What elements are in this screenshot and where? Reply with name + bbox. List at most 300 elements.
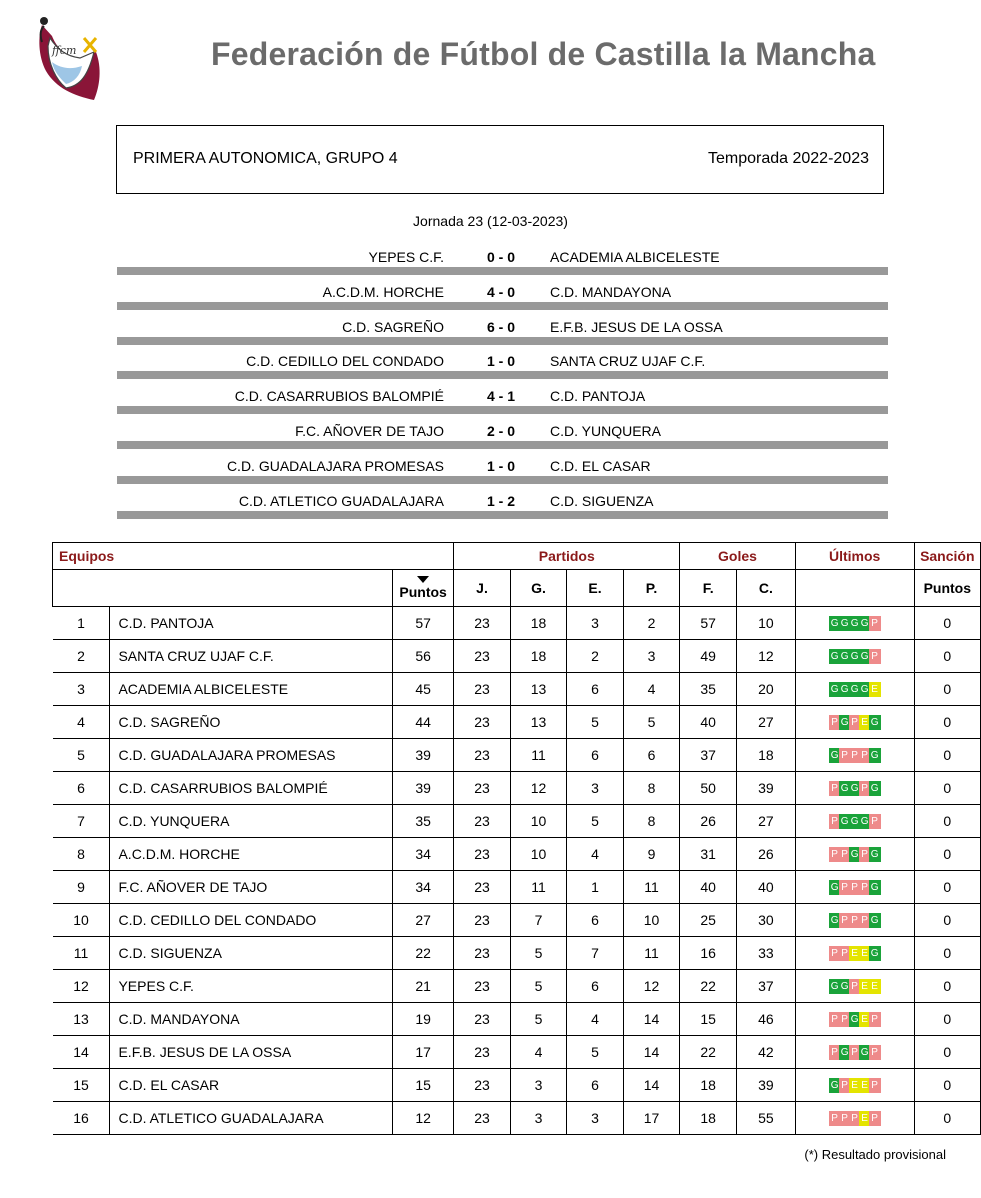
result-chip: G <box>839 616 851 631</box>
table-row <box>53 1069 981 1102</box>
home-team: C.D. ATLETICO GUADALAJARA <box>238 492 444 509</box>
result-chip: P <box>839 1012 851 1027</box>
team-name-cell[interactable]: C.D. GUADALAJARA PROMESAS <box>110 739 393 772</box>
sanction-cell: 0 <box>914 1069 980 1102</box>
stat-e-cell: 3 <box>567 772 623 805</box>
standings-table <box>52 542 981 1135</box>
sanction-cell: 0 <box>914 772 980 805</box>
stat-c-cell: 46 <box>737 1003 796 1036</box>
match-row <box>117 485 888 519</box>
stat-f-cell: 22 <box>680 1036 737 1069</box>
table-row <box>53 937 981 970</box>
col-f-header: F. <box>680 570 737 607</box>
result-chip: G <box>839 649 851 664</box>
result-chip: E <box>849 1078 861 1093</box>
team-name-cell[interactable]: C.D. MANDAYONA <box>110 1003 393 1036</box>
col-g-header: G. <box>510 570 567 607</box>
result-chip: G <box>839 814 851 829</box>
stat-e-cell: 4 <box>567 838 623 871</box>
result-chip: G <box>829 880 841 895</box>
points-cell: 35 <box>393 805 454 838</box>
match-score: 2 - 0 <box>486 423 515 439</box>
stat-g-cell: 5 <box>510 937 567 970</box>
stat-p-cell: 14 <box>623 1036 680 1069</box>
result-chip: P <box>839 946 851 961</box>
result-chip: P <box>859 781 871 796</box>
position-cell: 11 <box>53 937 110 970</box>
team-name-cell[interactable]: SANTA CRUZ UJAF C.F. <box>110 640 393 673</box>
match-score: 4 - 0 <box>486 283 515 300</box>
result-chip: P <box>839 1078 851 1093</box>
stat-f-cell: 22 <box>680 970 737 1003</box>
stat-g-cell: 5 <box>510 970 567 1003</box>
stat-e-cell: 6 <box>567 904 623 937</box>
stat-e-cell: 4 <box>567 1003 623 1036</box>
points-cell: 39 <box>393 739 454 772</box>
points-cell: 57 <box>393 607 454 640</box>
col-j-header: J. <box>454 570 511 607</box>
result-chip: P <box>849 1111 861 1126</box>
team-name-cell[interactable]: E.F.B. JESUS DE LA OSSA <box>110 1036 393 1069</box>
stat-g-cell: 13 <box>510 706 567 739</box>
stat-e-cell: 1 <box>567 871 623 904</box>
page-title: Federación de Fútbol de Castilla la Mancha <box>211 36 876 72</box>
stat-g-cell: 11 <box>510 739 567 772</box>
stat-c-cell: 39 <box>737 1069 796 1102</box>
result-chip: P <box>829 1111 841 1126</box>
last-results-cell <box>795 739 914 772</box>
stat-p-cell: 3 <box>623 640 680 673</box>
result-chip: G <box>869 781 881 796</box>
result-chip: P <box>859 748 871 763</box>
sanction-cell: 0 <box>914 640 980 673</box>
stat-p-cell: 17 <box>623 1102 680 1135</box>
match-divider <box>117 441 888 449</box>
position-cell: 13 <box>53 1003 110 1036</box>
stat-c-cell: 30 <box>737 904 796 937</box>
away-team: C.D. PANTOJA <box>550 388 646 405</box>
team-name-cell[interactable]: C.D. EL CASAR <box>110 1069 393 1102</box>
result-chip: G <box>849 781 861 796</box>
last-results-cell <box>795 838 914 871</box>
result-chip: G <box>859 649 871 664</box>
last-results-cell <box>795 1036 914 1069</box>
match-row <box>117 276 888 310</box>
stat-j-cell: 23 <box>454 673 511 706</box>
match-divider <box>117 406 888 414</box>
result-chip: E <box>859 946 871 961</box>
group-equipos: Equipos <box>53 543 454 570</box>
stat-c-cell: 40 <box>737 871 796 904</box>
sanction-cell: 0 <box>914 706 980 739</box>
stat-p-cell: 8 <box>623 805 680 838</box>
result-chip: G <box>859 814 871 829</box>
group-sancion: Sanción <box>914 543 980 570</box>
result-chip: G <box>869 748 881 763</box>
stat-c-cell: 33 <box>737 937 796 970</box>
group-header-row <box>53 543 981 570</box>
sanction-cell: 0 <box>914 1102 980 1135</box>
stat-f-cell: 26 <box>680 805 737 838</box>
result-chip: G <box>859 682 871 697</box>
match-row <box>117 311 888 345</box>
stat-c-cell: 37 <box>737 970 796 1003</box>
position-cell: 1 <box>53 607 110 640</box>
position-cell: 14 <box>53 1036 110 1069</box>
result-chip: G <box>869 880 881 895</box>
stat-g-cell: 11 <box>510 871 567 904</box>
sanction-cell: 0 <box>914 871 980 904</box>
away-team: ACADEMIA ALBICELESTE <box>550 249 720 265</box>
last-results-cell <box>795 640 914 673</box>
stat-e-cell: 3 <box>567 607 623 640</box>
result-chip: G <box>869 946 881 961</box>
col-puntos-label: Puntos <box>399 584 447 600</box>
match-row <box>117 415 888 449</box>
col-c-header: C. <box>737 570 796 607</box>
result-chip: G <box>849 682 861 697</box>
federation-logo <box>36 16 104 102</box>
sanction-cell: 0 <box>914 607 980 640</box>
last-results-cell <box>795 607 914 640</box>
group-partidos: Partidos <box>454 543 680 570</box>
stat-p-cell: 14 <box>623 1069 680 1102</box>
stat-c-cell: 10 <box>737 607 796 640</box>
stat-j-cell: 23 <box>454 904 511 937</box>
result-chip: P <box>849 748 861 763</box>
team-name-cell[interactable]: C.D. CEDILLO DEL CONDADO <box>110 904 393 937</box>
team-name-cell[interactable]: C.D. PANTOJA <box>110 607 393 640</box>
table-row <box>53 772 981 805</box>
last-results-cell <box>795 871 914 904</box>
stat-p-cell: 10 <box>623 904 680 937</box>
stat-j-cell: 23 <box>454 1069 511 1102</box>
sanction-cell: 0 <box>914 1036 980 1069</box>
result-chip: G <box>849 649 861 664</box>
col-puntos-header[interactable] <box>393 570 454 607</box>
stat-f-cell: 31 <box>680 838 737 871</box>
result-chip: P <box>869 616 881 631</box>
last-results-cell <box>795 937 914 970</box>
result-chip: P <box>859 880 871 895</box>
position-cell: 9 <box>53 871 110 904</box>
table-row <box>53 706 981 739</box>
table-row <box>53 871 981 904</box>
result-chip: G <box>849 616 861 631</box>
table-row <box>53 1036 981 1069</box>
stat-c-cell: 12 <box>737 640 796 673</box>
result-chip: E <box>859 979 871 994</box>
result-chip: P <box>869 1045 881 1060</box>
result-chip: E <box>849 946 861 961</box>
table-row <box>53 1102 981 1135</box>
match-score: 1 - 0 <box>486 457 515 474</box>
match-row <box>117 380 888 414</box>
team-name-cell[interactable]: F.C. AÑOVER DE TAJO <box>110 871 393 904</box>
result-chip: G <box>849 1012 861 1027</box>
table-row <box>53 1003 981 1036</box>
points-cell: 34 <box>393 838 454 871</box>
result-chip: P <box>849 880 861 895</box>
away-team: C.D. EL CASAR <box>550 457 651 474</box>
result-chip: P <box>839 847 851 862</box>
result-chip: G <box>829 913 841 928</box>
col-ultimos-header <box>795 570 914 607</box>
sort-down-icon <box>417 576 429 583</box>
shield-logo-icon <box>36 16 104 102</box>
table-row <box>53 739 981 772</box>
stat-f-cell: 18 <box>680 1102 737 1135</box>
team-name-cell[interactable]: YEPES C.F. <box>110 970 393 1003</box>
result-chip: P <box>839 748 851 763</box>
result-chip: P <box>869 814 881 829</box>
result-chip: P <box>829 946 841 961</box>
team-name-cell[interactable]: C.D. YUNQUERA <box>110 805 393 838</box>
result-chip: P <box>849 1045 861 1060</box>
match-score: 1 - 0 <box>486 353 515 370</box>
match-divider <box>117 476 888 484</box>
stat-f-cell: 50 <box>680 772 737 805</box>
team-name-cell[interactable]: C.D. SIGUENZA <box>110 937 393 970</box>
result-chip: G <box>849 814 861 829</box>
stat-f-cell: 57 <box>680 607 737 640</box>
home-team: C.D. CEDILLO DEL CONDADO <box>246 353 444 370</box>
stat-e-cell: 3 <box>567 1102 623 1135</box>
result-chip: G <box>869 847 881 862</box>
stat-c-cell: 39 <box>737 772 796 805</box>
stat-c-cell: 55 <box>737 1102 796 1135</box>
home-team: F.C. AÑOVER DE TAJO <box>295 423 444 439</box>
stat-e-cell: 5 <box>567 1036 623 1069</box>
result-chip: P <box>869 1078 881 1093</box>
position-cell: 15 <box>53 1069 110 1102</box>
stat-g-cell: 13 <box>510 673 567 706</box>
team-column-header <box>53 570 393 607</box>
sanction-cell: 0 <box>914 904 980 937</box>
team-name-cell[interactable]: C.D. CASARRUBIOS BALOMPIÉ <box>110 772 393 805</box>
away-team: C.D. YUNQUERA <box>550 423 661 439</box>
result-chip: G <box>839 781 851 796</box>
stat-p-cell: 12 <box>623 970 680 1003</box>
result-chip: P <box>839 880 851 895</box>
points-cell: 34 <box>393 871 454 904</box>
result-chip: G <box>839 682 851 697</box>
last-results-cell <box>795 706 914 739</box>
result-chip: G <box>869 715 881 730</box>
result-chip: G <box>829 682 841 697</box>
stat-p-cell: 4 <box>623 673 680 706</box>
sanction-cell: 0 <box>914 1003 980 1036</box>
result-chip: P <box>869 1111 881 1126</box>
stat-c-cell: 27 <box>737 706 796 739</box>
table-row <box>53 640 981 673</box>
stat-e-cell: 5 <box>567 706 623 739</box>
result-chip: G <box>839 979 851 994</box>
points-cell: 44 <box>393 706 454 739</box>
position-cell: 12 <box>53 970 110 1003</box>
stat-e-cell: 5 <box>567 805 623 838</box>
stat-c-cell: 26 <box>737 838 796 871</box>
points-cell: 56 <box>393 640 454 673</box>
stat-g-cell: 3 <box>510 1102 567 1135</box>
result-chip: P <box>869 1012 881 1027</box>
away-team: SANTA CRUZ UJAF C.F. <box>550 353 706 370</box>
last-results-cell <box>795 970 914 1003</box>
result-chip: P <box>829 847 841 862</box>
result-chip: G <box>869 913 881 928</box>
stat-p-cell: 2 <box>623 607 680 640</box>
stat-g-cell: 18 <box>510 607 567 640</box>
result-chip: P <box>829 814 841 829</box>
team-name-cell[interactable]: ACADEMIA ALBICELESTE <box>110 673 393 706</box>
home-team: C.D. SAGREÑO <box>342 318 444 335</box>
away-team: C.D. MANDAYONA <box>550 283 672 300</box>
stat-c-cell: 18 <box>737 739 796 772</box>
group-goles: Goles <box>680 543 795 570</box>
stat-g-cell: 10 <box>510 838 567 871</box>
stat-e-cell: 6 <box>567 673 623 706</box>
stat-p-cell: 11 <box>623 871 680 904</box>
round-label: Jornada 23 (12-03-2023) <box>413 213 568 229</box>
home-team: C.D. GUADALAJARA PROMESAS <box>226 457 444 474</box>
stat-p-cell: 5 <box>623 706 680 739</box>
last-results-cell <box>795 1069 914 1102</box>
stat-f-cell: 49 <box>680 640 737 673</box>
sanction-cell: 0 <box>914 805 980 838</box>
result-chip: P <box>839 1111 851 1126</box>
stat-j-cell: 23 <box>454 706 511 739</box>
competition-name: PRIMERA AUTONOMICA, GRUPO 4 <box>133 150 398 167</box>
table-row <box>53 838 981 871</box>
stat-g-cell: 18 <box>510 640 567 673</box>
sanction-cell: 0 <box>914 970 980 1003</box>
team-name-cell[interactable]: C.D. ATLETICO GUADALAJARA <box>110 1102 393 1135</box>
result-chip: G <box>829 748 841 763</box>
points-cell: 17 <box>393 1036 454 1069</box>
col-p-header: P. <box>623 570 680 607</box>
match-row <box>117 241 888 275</box>
sanction-cell: 0 <box>914 739 980 772</box>
stat-p-cell: 14 <box>623 1003 680 1036</box>
position-cell: 2 <box>53 640 110 673</box>
stat-j-cell: 23 <box>454 805 511 838</box>
result-chip: P <box>859 913 871 928</box>
result-chip: P <box>849 913 861 928</box>
position-cell: 3 <box>53 673 110 706</box>
result-chip: P <box>849 715 861 730</box>
season-label: Temporada 2022-2023 <box>707 150 869 167</box>
home-team: A.C.D.M. HORCHE <box>322 283 444 300</box>
last-results-cell <box>795 673 914 706</box>
result-chip: P <box>849 979 861 994</box>
result-chip: P <box>829 1012 841 1027</box>
position-cell: 16 <box>53 1102 110 1135</box>
match-divider <box>117 302 888 310</box>
away-team: E.F.B. JESUS DE LA OSSA <box>550 318 723 335</box>
result-chip: P <box>829 715 841 730</box>
result-chip: E <box>869 682 881 697</box>
result-chip: G <box>849 847 861 862</box>
stat-j-cell: 23 <box>454 970 511 1003</box>
result-chip: E <box>869 979 881 994</box>
team-name-cell[interactable]: C.D. SAGREÑO <box>110 706 393 739</box>
result-chip: G <box>859 616 871 631</box>
result-chip: E <box>859 1012 871 1027</box>
result-chip: G <box>839 715 851 730</box>
points-cell: 12 <box>393 1102 454 1135</box>
group-ultimos: Últimos <box>795 543 914 570</box>
stat-g-cell: 3 <box>510 1069 567 1102</box>
home-team: C.D. CASARRUBIOS BALOMPIÉ <box>234 388 444 405</box>
table-row <box>53 673 981 706</box>
competition-box <box>116 125 884 194</box>
points-cell: 45 <box>393 673 454 706</box>
stat-e-cell: 6 <box>567 970 623 1003</box>
match-score: 6 - 0 <box>486 318 515 335</box>
home-team: YEPES C.F. <box>368 249 444 265</box>
match-divider <box>117 337 888 345</box>
points-cell: 22 <box>393 937 454 970</box>
position-cell: 5 <box>53 739 110 772</box>
stat-g-cell: 12 <box>510 772 567 805</box>
stat-j-cell: 23 <box>454 640 511 673</box>
result-chip: G <box>829 1078 841 1093</box>
away-team: C.D. SIGUENZA <box>550 492 654 509</box>
team-name-cell[interactable]: A.C.D.M. HORCHE <box>110 838 393 871</box>
points-cell: 21 <box>393 970 454 1003</box>
position-cell: 4 <box>53 706 110 739</box>
result-chip: P <box>869 649 881 664</box>
stat-f-cell: 40 <box>680 871 737 904</box>
stat-f-cell: 25 <box>680 904 737 937</box>
match-score: 1 - 2 <box>486 492 515 509</box>
stat-j-cell: 23 <box>454 739 511 772</box>
stat-f-cell: 40 <box>680 706 737 739</box>
stat-f-cell: 18 <box>680 1069 737 1102</box>
stat-f-cell: 15 <box>680 1003 737 1036</box>
stat-p-cell: 8 <box>623 772 680 805</box>
match-row <box>117 345 888 379</box>
sanction-cell: 0 <box>914 673 980 706</box>
position-cell: 7 <box>53 805 110 838</box>
stat-j-cell: 23 <box>454 1003 511 1036</box>
stat-j-cell: 23 <box>454 1036 511 1069</box>
match-row <box>117 450 888 484</box>
result-chip: P <box>839 913 851 928</box>
last-results-cell <box>795 1003 914 1036</box>
match-divider <box>117 267 888 275</box>
stat-e-cell: 7 <box>567 937 623 970</box>
sanction-cell: 0 <box>914 838 980 871</box>
stat-f-cell: 16 <box>680 937 737 970</box>
result-chip: G <box>829 979 841 994</box>
result-chip: G <box>829 649 841 664</box>
points-cell: 39 <box>393 772 454 805</box>
stat-c-cell: 20 <box>737 673 796 706</box>
last-results-cell <box>795 772 914 805</box>
result-chip: P <box>859 847 871 862</box>
position-cell: 10 <box>53 904 110 937</box>
result-chip: G <box>859 1045 871 1060</box>
match-divider <box>117 371 888 379</box>
result-chip: P <box>829 781 841 796</box>
stat-f-cell: 35 <box>680 673 737 706</box>
footnote: (*) Resultado provisional <box>804 1147 946 1162</box>
result-chip: G <box>829 616 841 631</box>
svg-text:ffcm: ffcm <box>52 44 77 57</box>
sanction-cell: 0 <box>914 937 980 970</box>
stat-j-cell: 23 <box>454 937 511 970</box>
